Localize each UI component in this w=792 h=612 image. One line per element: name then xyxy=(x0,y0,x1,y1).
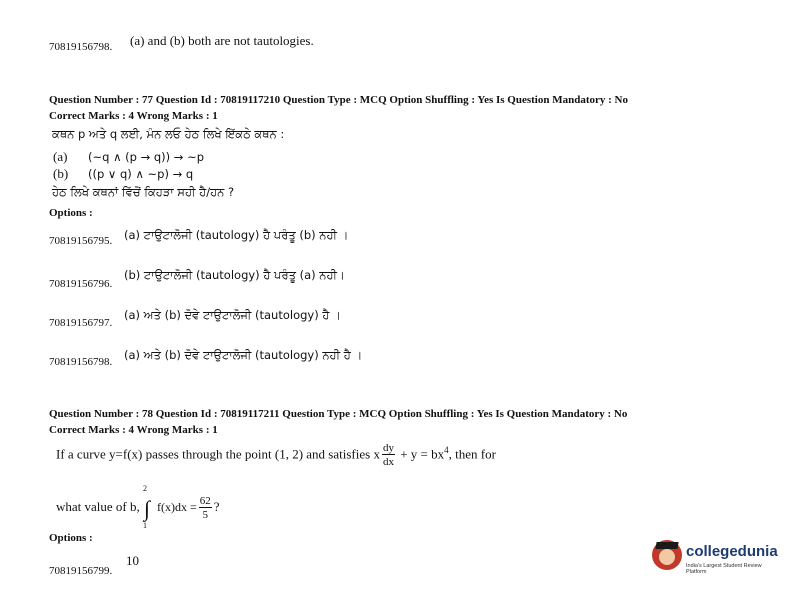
question-text: ? xyxy=(213,498,220,514)
option-text: (a) ਟਾਉਟਾਲੋਜੀ (tautology) ਹੈ ਪਰੰਤੂ (b) ਨਹੀ । xyxy=(124,228,349,242)
option-id: 70819156798. xyxy=(49,41,113,53)
question-header: Question Number : 78 Question Id : 70819117211 Question Type : MCQ Option Shuffling : Yes Is Question Mandatory : No xyxy=(49,408,628,420)
fraction-numerator: 62 xyxy=(199,494,211,507)
option-text: 10 xyxy=(126,553,139,568)
mascot-icon xyxy=(652,540,682,570)
integral-upper-limit: 2 xyxy=(143,484,148,493)
marks-line: Correct Marks : 4 Wrong Marks : 1 xyxy=(49,424,218,436)
fraction-denominator: dx xyxy=(382,456,394,468)
question-text: + y = bx xyxy=(400,446,445,462)
integral-sign: 2 ∫ 1 xyxy=(143,484,151,530)
options-label: Options : xyxy=(49,532,93,544)
marks-line: Correct Marks : 4 Wrong Marks : 1 xyxy=(49,110,218,122)
statement-a-label: (a) xyxy=(53,149,68,164)
option-id: 70819156799. xyxy=(49,565,113,577)
question-header: Question Number : 77 Question Id : 70819117210 Question Type : MCQ Option Shuffling : Yes Is Question Mandatory : No xyxy=(49,94,628,106)
logo-name: collegedunia xyxy=(686,543,778,560)
statement-b: ((p ∨ q) ∧ ~p) → q xyxy=(88,167,194,181)
value-fraction xyxy=(199,496,212,521)
integrand: f(x)dx = xyxy=(157,499,197,514)
question-text: what value of b, xyxy=(56,498,140,514)
question-text: If a curve y=f(x) passes through the point (1, 2) and satisfies x xyxy=(56,446,380,462)
question-text: ਹੇਠ ਲਿਖੇ ਕਥਨਾਂ ਵਿੱਚੋਂ ਕਿਹੜਾ ਸਹੀ ਹੈ/ਹਨ ? xyxy=(52,185,235,199)
logo-tagline: India's Largest Student Review Platform xyxy=(686,563,762,575)
collegedunia-logo xyxy=(652,540,782,584)
integral-lower-limit: 1 xyxy=(143,521,148,530)
option-id: 70819156797. xyxy=(49,317,113,329)
question-intro: ਕਥਨ p ਅਤੇ q ਲਈ, ਮੰਨ ਲਓ ਹੇਠ ਲਿਖੇ ਇੱਕਠੇ ਕਥਨ : xyxy=(52,127,285,141)
option-text: (a) and (b) both are not tautologies. xyxy=(130,33,314,48)
option-text: (a) ਅਤੇ (b) ਦੋਵੇ ਟਾਉਟਾਲੋਜੀ (tautology) ਨਹੀ ਹੈ । xyxy=(124,348,363,362)
option-id: 70819156798. xyxy=(49,356,113,368)
statement-a: (~q ∧ (p → q)) → ~p xyxy=(88,150,205,164)
derivative-fraction xyxy=(382,443,395,468)
option-id: 70819156795. xyxy=(49,235,113,247)
fraction-numerator: dy xyxy=(382,442,394,454)
statement-b-label: (b) xyxy=(53,166,69,181)
exponent: 4 xyxy=(444,445,449,456)
option-id: 70819156796. xyxy=(49,278,113,290)
option-text: (b) ਟਾਉਟਾਲੋਜੀ (tautology) ਹੈ ਪਰੰਤੂ (a) ਨਹੀ। xyxy=(124,268,345,282)
fraction-denominator: 5 xyxy=(202,508,209,521)
options-label: Options : xyxy=(49,207,93,219)
question-line-2 xyxy=(56,484,220,530)
option-text: (a) ਅਤੇ (b) ਦੋਵੇ ਟਾਉਟਾਲੋਜੀ (tautology) ਹੈ । xyxy=(124,308,341,322)
question-text: , then for xyxy=(448,446,496,462)
question-line-1 xyxy=(56,443,496,468)
